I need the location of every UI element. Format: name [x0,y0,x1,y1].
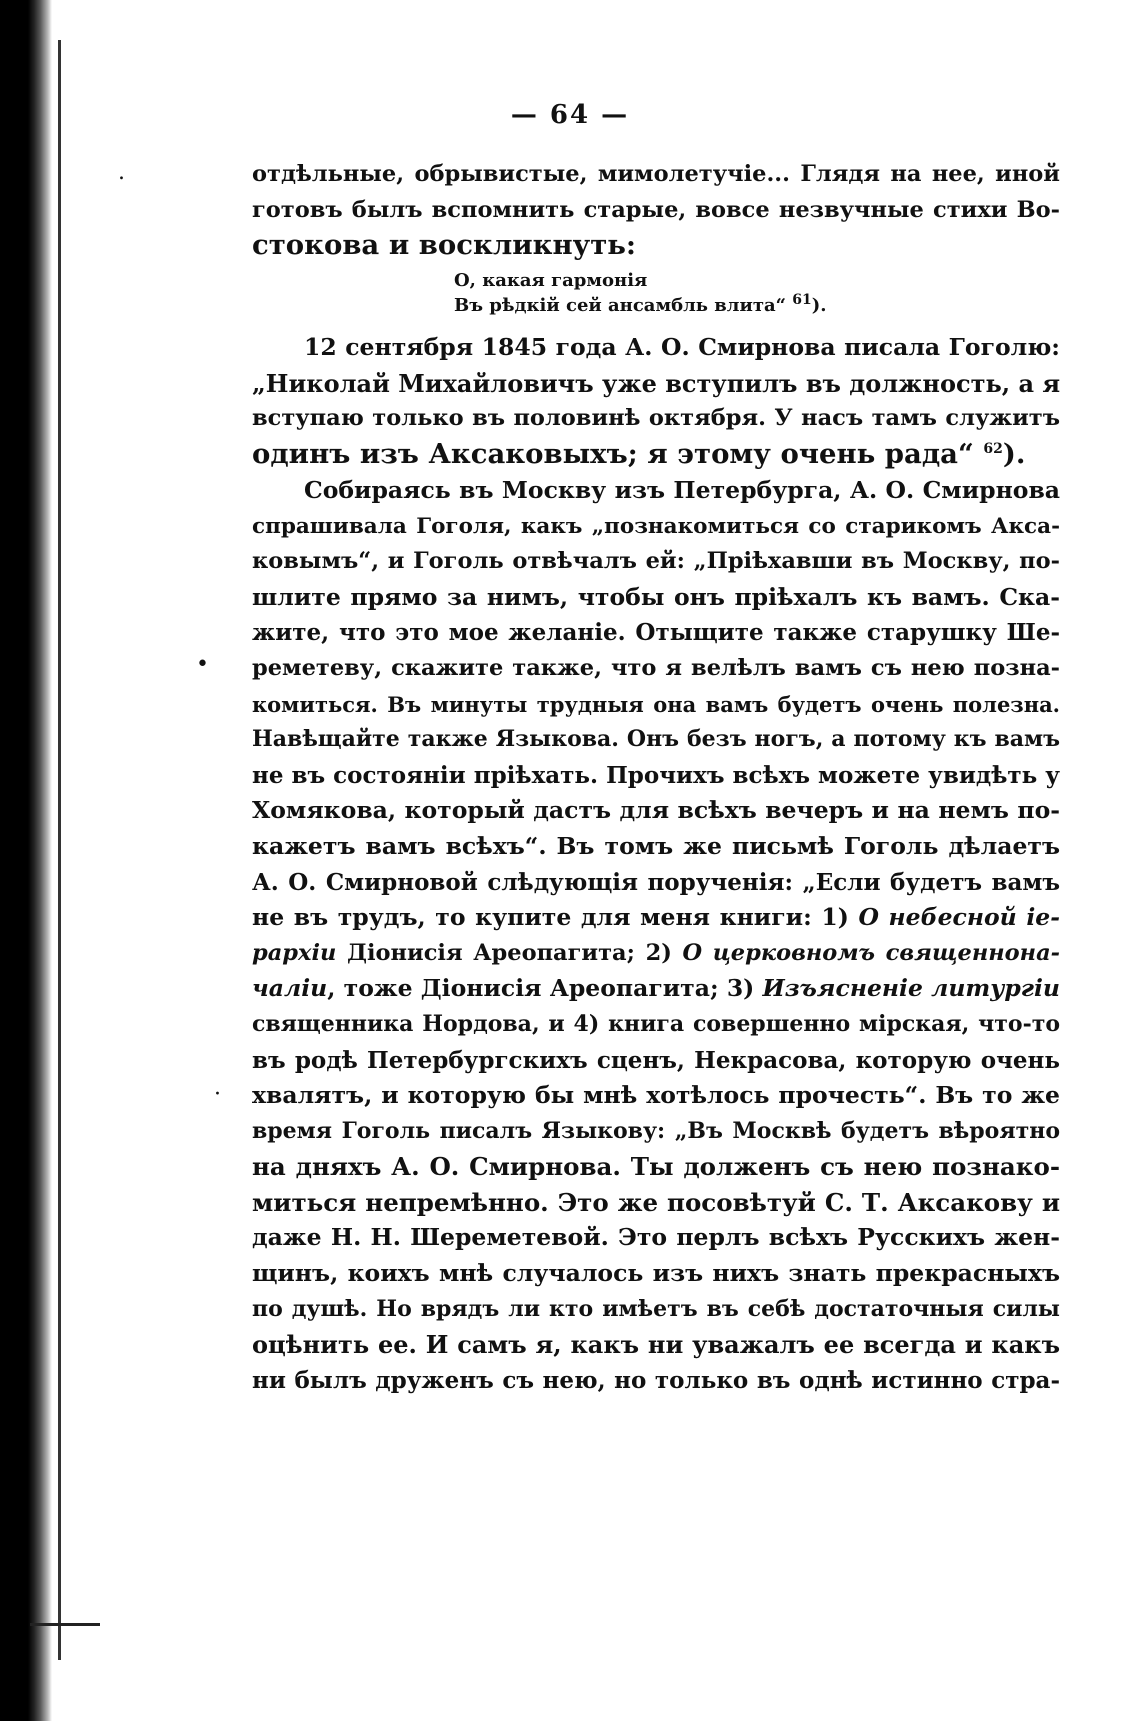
page-number: — 64 — [510,100,630,130]
paragraph-smirnova-letter [252,330,1060,472]
book-title: О церковномъ священнона- [682,939,1060,966]
text-line: миться непремѣнно. Это же посовѣтуй С. Т. Аксакову и [252,1187,1060,1217]
text-line: спрашивала Гоголя, какъ „познакомиться со старикомъ Акса- [252,513,1060,539]
paragraph-gogol-reply [252,473,1060,1398]
text-line: ни былъ друженъ съ нею, но только въ однѣ истинно стра- [252,1366,1060,1394]
text-line: кажетъ вамъ всѣхъ“. Въ томъ же письмѣ Гоголь дѣлаетъ [252,831,1060,860]
text-line: 12 сентября 1845 года А. О. Смирнова писала Гоголю: [304,333,1060,361]
verse-quote [454,268,827,318]
book-title: Изъясненіе литургіи [762,974,1060,1003]
text-line: одинъ изъ Аксаковыхъ; я этому очень рада“ $^{62}$). [252,437,1026,470]
text-line: Навѣщайте также Языкова. Онъ безъ ногъ, а потому къ вамъ [252,726,1060,753]
text-line: реметеву, скажите также, что я велѣлъ вамъ съ нею позна- [252,654,1060,681]
text-line: въ родѣ Петербургскихъ сценъ, Некрасова, которую очень [252,1046,1060,1074]
text-line: священника Нордова, и 4) книга совершенно мірская, что-то [252,1010,1060,1037]
book-spine-shadow [0,0,52,1721]
text-line: не въ трудъ, то купите для меня книги: 1) О небесной іе- [252,903,1060,932]
text-line: чаліи, тоже Діонисія Ареопагита; 3) Изъясненіе литургіи [252,974,1060,1003]
margin-mark: • [196,652,209,677]
text-line: на дняхъ А. О. Смирнова. Ты долженъ съ нею познако- [252,1152,1060,1182]
text-line: не въ состояніи пріѣхать. Прочихъ всѣхъ можете увидѣть у [252,761,1060,789]
text-line: А. О. Смирновой слѣдующія порученія: „Если будетъ вамъ [252,868,1060,896]
text-line: оцѣнить ее. И самъ я, какъ ни уважалъ ее всегда и какъ [252,1330,1060,1360]
text-line: комиться. Въ минуты трудныя она вамъ будетъ очень полезна. [252,691,1060,717]
book-title: О небесной іе- [858,903,1060,932]
text-line: стокова и воскликнуть: [252,229,637,262]
text-line: по душѣ. Но врядъ ли кто имѣетъ въ себѣ достаточныя силы [252,1295,1060,1322]
text-line: щинъ, коихъ мнѣ случалось изъ нихъ знать прекрасныхъ [252,1259,1060,1288]
margin-rule [30,1623,100,1626]
intro-paragraph [252,157,1060,264]
text-line: время Гоголь писалъ Языкову: „Въ Москвѣ будетъ вѣроятно [252,1117,1060,1144]
text-line: Собираясь въ Москву изъ Петербурга, А. О. Смирнова [304,476,1060,504]
footnote-ref: 61 [792,292,812,308]
text-line: хвалятъ, и которую бы мнѣ хотѣлось прочесть“. Въ то же [252,1081,1060,1110]
text-line: готовъ былъ вспомнить старые, вовсе незвучные стихи Во- [252,196,1060,223]
spine-edge-line [58,40,61,1660]
text-line: вступаю только въ половинѣ октября. У насъ тамъ служитъ [252,405,1060,432]
text-line: отдѣльные, обрывистые, мимолетучіе... Глядя на нее, иной [252,161,1060,187]
verse-line: О, какая гармонія [454,270,648,291]
text-line: шлите прямо за нимъ, чтобы онъ пріѣхалъ къ вамъ. Ска- [252,582,1060,611]
book-title: рархіи [252,939,337,966]
margin-mark: . [118,160,125,185]
text-line: даже Н. Н. Шереметевой. Это перлъ всѣхъ Русскихъ жен- [252,1223,1060,1252]
book-title: чаліи [252,974,328,1003]
text-line: „Николай Михайловичъ уже вступилъ въ должность, а я [252,368,1061,398]
text-line: жите, что это мое желаніе. Отыщите также старушку Ше- [252,619,1060,647]
footnote-ref: 62 [983,440,1003,457]
text-line: ковымъ“, и Гоголь отвѣчалъ ей: „Пріѣхавши въ Москву, по- [252,548,1060,575]
text-line: Хомякова, который дастъ для всѣхъ вечеръ и на немъ по- [252,796,1060,825]
text-line: рархіи Діонисія Ареопагита; 2) О церковномъ священнона- [252,939,1060,966]
margin-mark: · [214,1082,221,1107]
verse-line-2: Въ рѣдкій сей ансамбль влита“ $^{61}$). [454,292,827,316]
